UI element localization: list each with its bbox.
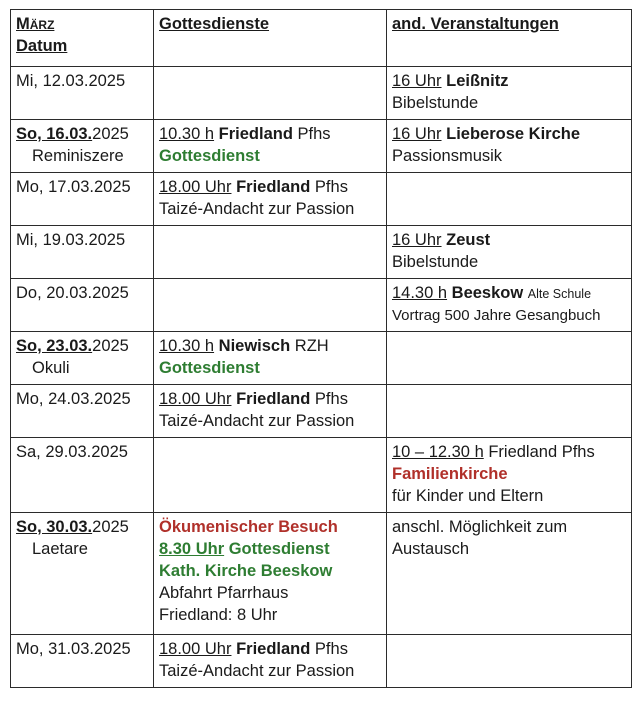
header-date-label: Datum [16, 37, 68, 55]
table-row [11, 67, 632, 120]
sunday-date: So, 23.03. [16, 337, 93, 355]
service-time: 10.30 h [159, 337, 215, 355]
header-month: März [16, 15, 55, 33]
date-cell [11, 438, 154, 513]
service-cell [154, 513, 387, 635]
event-place: Lieberose Kirche [446, 125, 581, 143]
date-cell [11, 279, 154, 332]
service-cell [154, 173, 387, 226]
date-text: Do, 20.03.2025 [16, 284, 129, 302]
service-cell [154, 120, 387, 173]
service-loc: Pfhs [314, 178, 348, 196]
event-loc: Alte Schule [527, 287, 592, 301]
service-loc: Pfhs [297, 125, 331, 143]
date-text: Sa, 29.03.2025 [16, 443, 128, 461]
service-time: 8.30 Uhr [159, 540, 225, 558]
event-desc-1: anschl. Möglichkeit zum [392, 518, 568, 536]
event-cell [387, 438, 632, 513]
header-services-cell [154, 10, 387, 67]
event-desc: Bibelstunde [392, 94, 479, 112]
table-row [11, 635, 632, 688]
event-cell [387, 67, 632, 120]
event-title: Familienkirche [392, 465, 508, 483]
service-place: Friedland [236, 178, 311, 196]
sunday-name: Laetare [32, 540, 88, 558]
schedule-table [10, 9, 632, 688]
service-note-2: Friedland: 8 Uhr [159, 606, 278, 624]
service-type: Gottesdienst [159, 359, 260, 377]
table-row [11, 120, 632, 173]
date-year: 2025 [92, 337, 129, 355]
date-cell [11, 173, 154, 226]
header-services-label: Gottesdienste [159, 15, 270, 33]
event-cell [387, 385, 632, 438]
sunday-name: Okuli [32, 359, 70, 377]
service-loc: Pfhs [314, 390, 348, 408]
service-loc: Pfhs [314, 640, 348, 658]
service-time: 18.00 Uhr [159, 178, 232, 196]
service-desc: Taizé-Andacht zur Passion [159, 200, 355, 218]
table-row [11, 173, 632, 226]
event-desc: Bibelstunde [392, 253, 479, 271]
event-time: 10 – 12.30 h [392, 443, 484, 461]
service-cell [154, 635, 387, 688]
table-row [11, 385, 632, 438]
sunday-date: So, 30.03. [16, 518, 93, 536]
date-text: Mi, 12.03.2025 [16, 72, 126, 90]
service-type: Gottesdienst [228, 540, 330, 558]
event-time: 14.30 h [392, 284, 448, 302]
event-time: 16 Uhr [392, 125, 442, 143]
date-cell [11, 385, 154, 438]
header-events-label: and. Veranstaltungen [392, 15, 559, 33]
service-title: Ökumenischer Besuch [159, 518, 338, 536]
event-cell [387, 635, 632, 688]
header-events-cell [387, 10, 632, 67]
service-cell [154, 385, 387, 438]
table-row [11, 226, 632, 279]
date-text: Mo, 31.03.2025 [16, 640, 131, 658]
event-cell [387, 279, 632, 332]
sunday-date: So, 16.03. [16, 125, 93, 143]
service-time: 18.00 Uhr [159, 390, 232, 408]
date-cell [11, 513, 154, 635]
date-cell [11, 635, 154, 688]
date-year: 2025 [92, 125, 129, 143]
service-type: Gottesdienst [159, 147, 260, 165]
event-cell [387, 226, 632, 279]
table-row [11, 513, 632, 635]
service-church: Kath. Kirche Beeskow [159, 562, 333, 580]
service-cell [154, 67, 387, 120]
service-desc: Taizé-Andacht zur Passion [159, 662, 355, 680]
event-time: 16 Uhr [392, 231, 442, 249]
date-text: Mo, 24.03.2025 [16, 390, 131, 408]
event-desc: Vortrag 500 Jahre Gesangbuch [392, 307, 601, 324]
service-note-1: Abfahrt Pfarrhaus [159, 584, 289, 602]
table-row [11, 279, 632, 332]
service-desc: Taizé-Andacht zur Passion [159, 412, 355, 430]
date-cell [11, 332, 154, 385]
event-loc: Friedland Pfhs [488, 443, 595, 461]
event-desc-2: Austausch [392, 540, 470, 558]
table-row [11, 332, 632, 385]
date-year: 2025 [92, 518, 129, 536]
date-text: Mi, 19.03.2025 [16, 231, 126, 249]
date-text: Mo, 17.03.2025 [16, 178, 131, 196]
service-cell [154, 226, 387, 279]
event-place: Beeskow [451, 284, 524, 302]
service-cell [154, 438, 387, 513]
header-row [11, 10, 632, 67]
table-row [11, 438, 632, 513]
event-place: Leißnitz [446, 72, 509, 90]
service-place: Friedland [236, 390, 311, 408]
event-desc: für Kinder und Eltern [392, 487, 544, 505]
event-cell [387, 120, 632, 173]
event-cell [387, 513, 632, 635]
date-cell [11, 67, 154, 120]
event-cell [387, 332, 632, 385]
header-date-cell [11, 10, 154, 67]
event-desc: Passionsmusik [392, 147, 503, 165]
service-place: Niewisch [218, 337, 291, 355]
event-cell [387, 173, 632, 226]
service-loc: RZH [294, 337, 329, 355]
date-cell [11, 226, 154, 279]
service-time: 18.00 Uhr [159, 640, 232, 658]
service-cell [154, 332, 387, 385]
event-time: 16 Uhr [392, 72, 442, 90]
service-place: Friedland [236, 640, 311, 658]
service-place: Friedland [218, 125, 293, 143]
service-cell [154, 279, 387, 332]
date-cell [11, 120, 154, 173]
service-time: 10.30 h [159, 125, 215, 143]
event-place: Zeust [446, 231, 491, 249]
sunday-name: Reminiszere [32, 147, 124, 165]
